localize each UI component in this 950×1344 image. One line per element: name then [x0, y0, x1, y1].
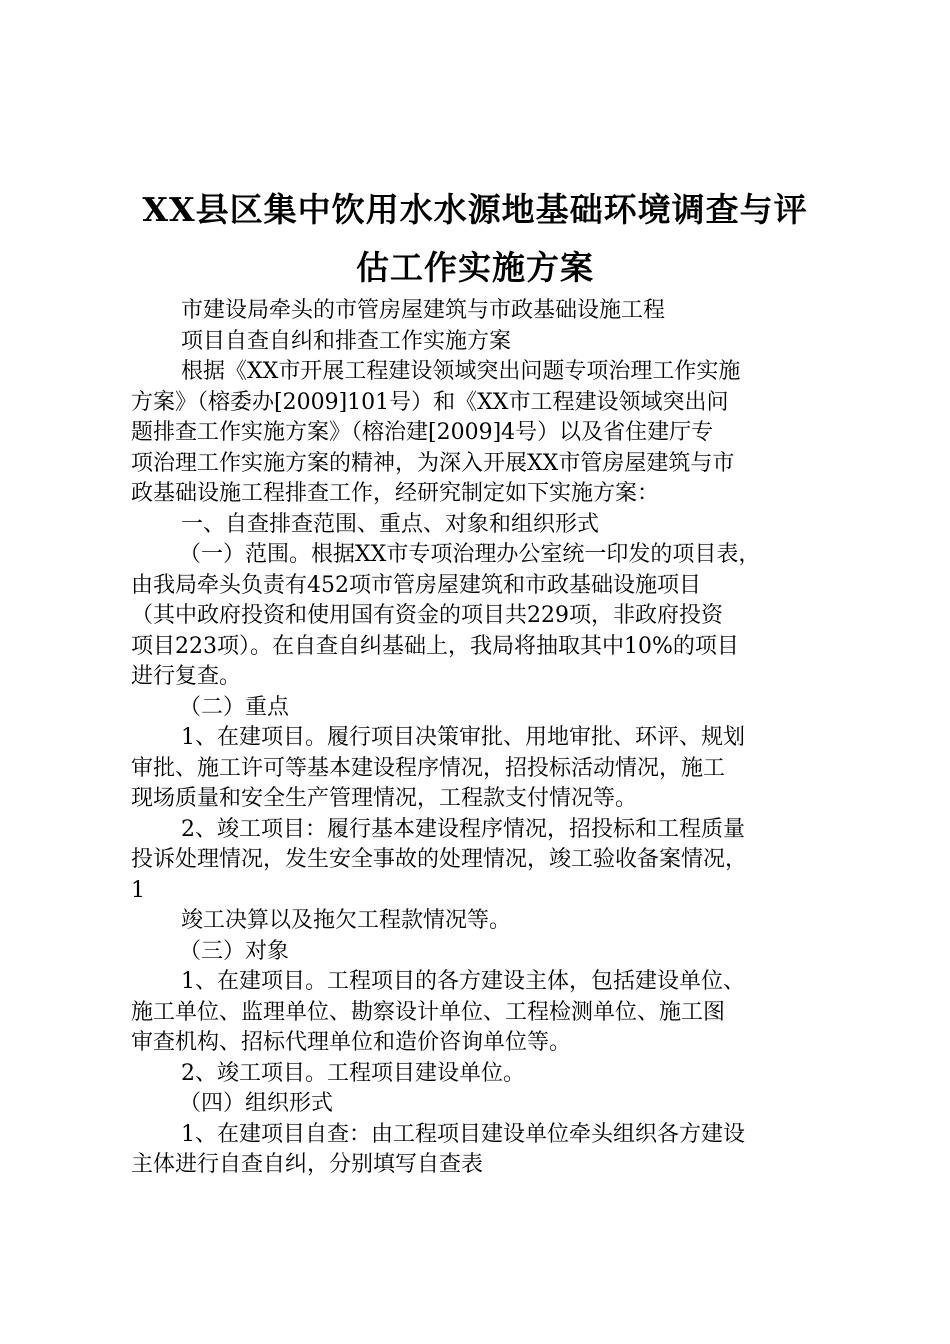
body-line: 主体进行自查自纠，分别填写自查表 [131, 1152, 484, 1177]
body-line: 2、竣工项目。工程项目建设单位。 [181, 1060, 525, 1086]
subsection-heading: （三）对象 [179, 938, 290, 964]
body-line: 由我局牵头负责有452项市管房屋建筑和市政基础设施项目 [131, 572, 701, 598]
body-line: （其中政府投资和使用国有资金的项目共229项，非政府投资 [131, 603, 723, 628]
body-line: 1、在建项目。履行项目决策审批、用地审批、环评、规划 [181, 725, 745, 750]
body-line: 进行复查。 [131, 664, 242, 689]
body-line: 审批、施工许可等基本建设程序情况，招投标活动情况，施工 [131, 755, 726, 781]
section-heading: 一、自查排查范围、重点、对象和组织形式 [181, 511, 600, 537]
body-line: 投诉处理情况，发生安全事故的处理情况，竣工验收备案情况， [131, 847, 748, 872]
body-line: 项目223项）。在自查自纠基础上，我局将抽取其中10%的项目 [131, 633, 739, 659]
body-line: 审查机构、招标代理单位和造价咨询单位等。 [131, 1030, 572, 1055]
body-line: 1、在建项目自查：由工程项目建设单位牵头组织各方建设 [181, 1121, 745, 1147]
subsection-heading: （四）组织形式 [179, 1091, 334, 1116]
body-line: 项治理工作实施方案的精神，为深入开展XX市管房屋建筑与市 [131, 450, 735, 476]
body-line: 项目自查自纠和排查工作实施方案 [181, 328, 512, 354]
document-title-line-1: XX县区集中饮用水水源地基础环境调查与评 [142, 190, 808, 229]
body-line: 市建设局牵头的市管房屋建筑与市政基础设施工程 [181, 298, 666, 323]
body-line: 竣工决算以及拖欠工程款情况等。 [181, 908, 512, 933]
body-line: 根据《XX市开展工程建设领域突出问题专项治理工作实施 [181, 359, 741, 384]
body-line: 现场质量和安全生产管理情况，工程款支付情况等。 [131, 786, 638, 811]
body-line: 施工单位、监理单位、勘察设计单位、工程检测单位、施工图 [131, 999, 726, 1025]
body-line: 1、在建项目。工程项目的各方建设主体，包括建设单位、 [181, 969, 745, 994]
subsection-heading: （二）重点 [179, 694, 290, 720]
page-number: 1 [131, 877, 145, 903]
document-body [131, 296, 843, 1181]
body-line: 方案》（榕委办[2009]101号）和《XX市工程建设领域突出问 [131, 389, 729, 415]
body-line: 政基础设施工程排查工作，经研究制定如下实施方案： [131, 481, 660, 506]
document-title-line-2: 估工作实施方案 [356, 248, 594, 287]
body-line: 题排查工作实施方案》（榕治建[2009]4号）以及省住建厅专 [131, 420, 714, 445]
body-line: （一）范围。根据XX市专项治理办公室统一印发的项目表， [179, 542, 761, 567]
body-line: 2、竣工项目：履行基本建设程序情况，招投标和工程质量 [181, 816, 745, 842]
